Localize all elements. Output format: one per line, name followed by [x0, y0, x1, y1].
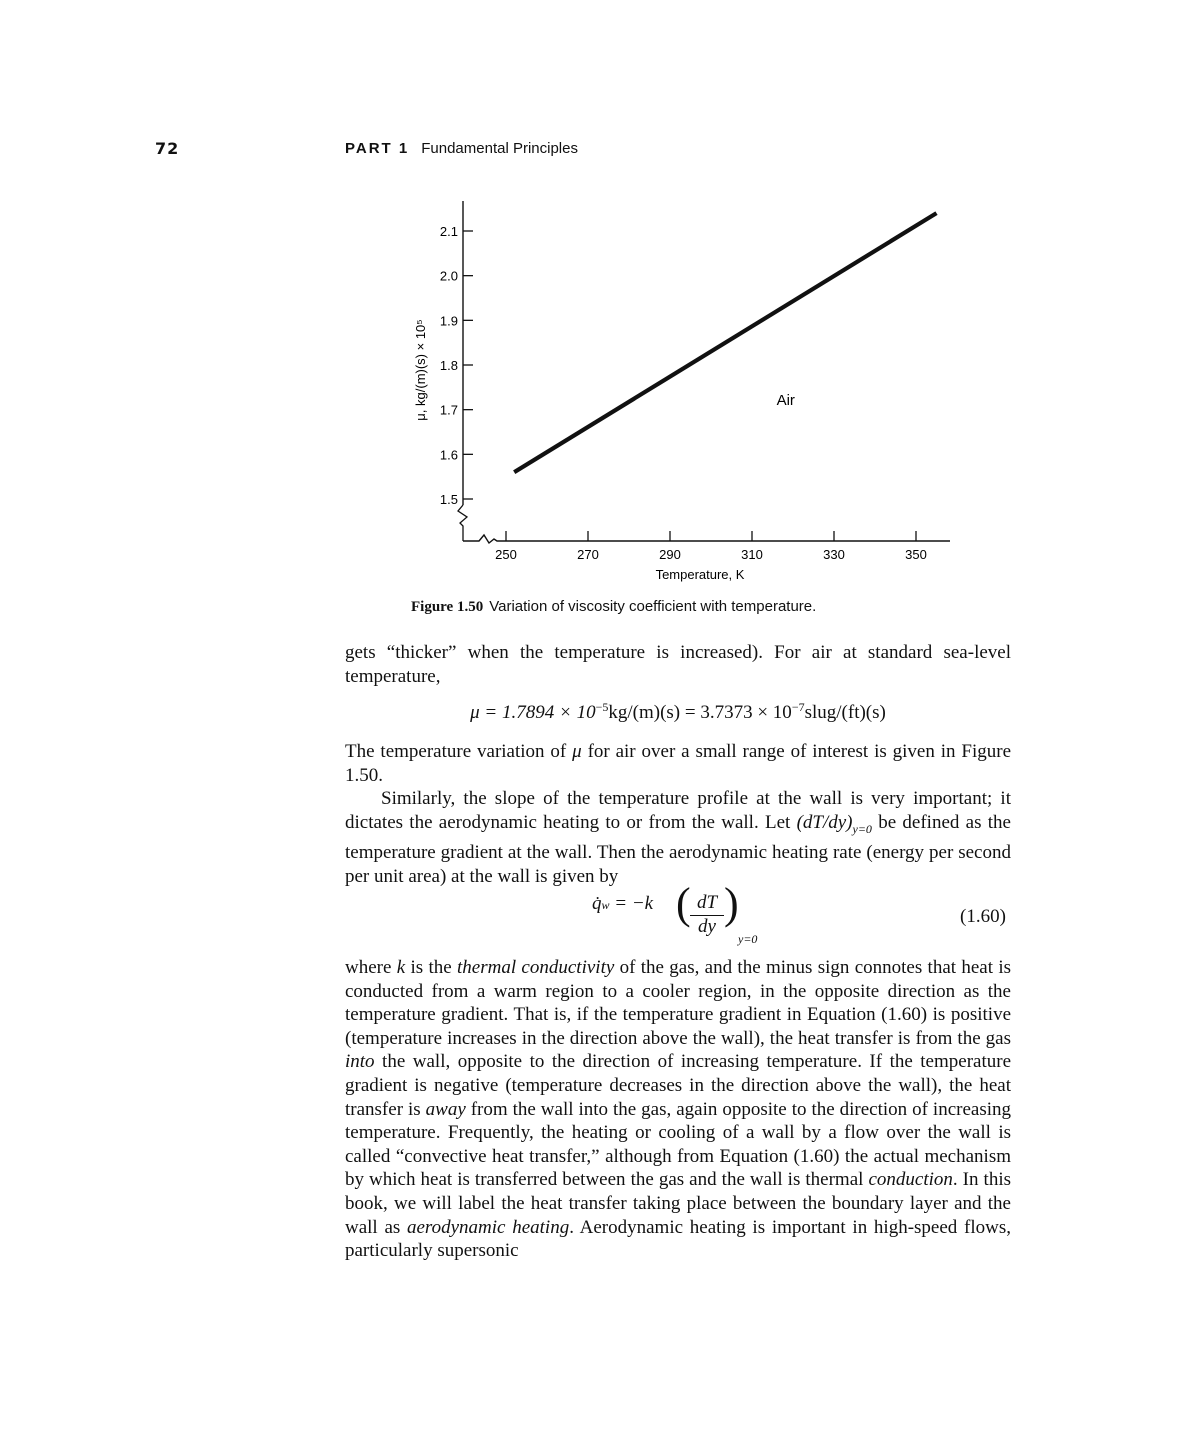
y-axis-ticks — [440, 224, 473, 507]
p3-text-b: be defined as the temperature gradient at the wall. Then the aerodynamic heating rate (energy per second per unit area) at the wall is given by — [345, 811, 1011, 887]
x-tick-label: 330 — [823, 547, 845, 562]
p3-sub: y=0 — [852, 821, 872, 836]
p2-text-a: The temperature variation of — [345, 741, 573, 762]
y-tick-label: 1.9 — [439, 313, 458, 329]
part-label: PART 1 — [345, 140, 410, 157]
p4-k: k — [396, 957, 406, 978]
eq2-numerator: dT — [690, 892, 724, 916]
eq1-exp1: −5 — [595, 700, 609, 714]
p3-text-a: Similarly, the slope of the temperature profile at the wall is very important; it dictates the aerodynamic heating to or from the wall. Let — [345, 788, 1011, 833]
x-tick-label: 350 — [905, 547, 927, 562]
paragraph-4 — [345, 956, 1011, 1263]
eq1-mid: kg/(m)(s) = 3.7373 × 10 — [608, 702, 792, 723]
p2-mu: μ — [572, 741, 582, 762]
eq1-lhs: μ = 1.7894 × 10 — [470, 702, 596, 723]
eq2-denominator: dy — [698, 916, 716, 937]
x-axis-label: Temperature, K — [655, 567, 745, 582]
eq1-end: slug/(ft)(s) — [804, 702, 886, 723]
viscosity-chart — [395, 185, 965, 585]
p4-away: away — [425, 1098, 466, 1120]
series-line-air — [514, 213, 936, 472]
eq1-exp2: −7 — [791, 700, 805, 714]
figure-caption-text: Variation of viscosity coefficient with temperature. — [489, 598, 817, 615]
x-axis-break-line — [463, 535, 950, 543]
p4-c: of the gas, and the minus sign connotes that heat is conducted from a warm region to a cooler region, in the opposite direction as the temperature gradient. That is, if the temperature gradient in Equation (1.60) is positive (temperature increases in the direction above the wall), the heat transfer is from the gas — [345, 957, 1011, 1049]
p4-a: where — [345, 957, 397, 978]
y-axis-break — [458, 505, 467, 541]
p4-g: . Aerodynamic heating is important in high-speed flows, particularly supersonic — [345, 1216, 1011, 1262]
p4-conduction: conduction — [868, 1169, 953, 1191]
eq2-fraction — [690, 892, 724, 938]
x-tick-label: 250 — [495, 547, 517, 562]
part-title: Fundamental Principles — [421, 140, 578, 157]
x-tick-label: 270 — [577, 547, 599, 562]
running-head — [345, 140, 578, 157]
p4-thermal-conductivity: thermal conductivity — [457, 957, 615, 978]
paragraph-3 — [345, 787, 1011, 888]
y-tick-label: 1.6 — [439, 447, 458, 463]
paragraph-1: gets “thicker” when the temperature is increased). For air at standard sea-level temperature, — [345, 642, 1011, 687]
p4-into: into — [345, 1051, 375, 1073]
series-annotation: Air — [776, 392, 795, 410]
y-tick-label: 1.5 — [439, 492, 458, 507]
p3-dtdy: (dT/dy) — [796, 811, 853, 833]
eq2-rhs: = −k — [614, 893, 654, 914]
eq2-condition: y=0 — [738, 932, 758, 946]
figure-caption-label: Figure 1.50 — [411, 599, 484, 615]
p4-aerodynamic-heating: aerodynamic heating — [407, 1216, 570, 1238]
paragraph-2 — [345, 740, 1011, 787]
p4-f: . In this book, we will label the heat transfer taking place between the boundary layer and the wall as — [345, 1169, 1011, 1238]
p4-b: is the — [405, 957, 458, 978]
y-tick-label: 2.0 — [439, 268, 458, 284]
eq2-paren-left: ( — [676, 879, 691, 928]
y-tick-label: 2.1 — [439, 224, 458, 239]
p2-text-b: for air over a small range of interest is given in Figure 1.50. — [345, 741, 1011, 786]
equation-heat-flux-lhs — [592, 893, 653, 915]
x-tick-label: 310 — [741, 547, 763, 562]
x-tick-label: 290 — [659, 547, 681, 562]
y-axis-label: μ, kg/(m)(s) × 10⁵ — [413, 319, 428, 421]
y-tick-label: 1.8 — [439, 358, 458, 373]
eq2-qdot: q̇ — [592, 893, 602, 914]
eq2-paren-right: ) — [724, 879, 739, 928]
x-axis-ticks — [495, 531, 927, 562]
eq2-sub: w — [601, 898, 610, 912]
equation-viscosity-air — [345, 700, 1011, 724]
p4-e: from the wall into the gas, again opposite to the direction of increasing temperature. Frequently, the heating or cooling of a wall by a flow over the wall is called “convective heat transfer,” although from Equation (1.60) the actual mechanism by which heat is transferred between the gas and the wall is thermal — [345, 1098, 1011, 1191]
p4-d: the wall, opposite to the direction of increasing temperature. If the temperature gradient is negative (temperature decreases in the direction above the wall), the heat transfer is — [345, 1051, 1011, 1120]
y-tick-label: 1.7 — [439, 402, 458, 418]
equation-number: (1.60) — [960, 906, 1006, 927]
chart-series — [514, 213, 936, 472]
page-number: 72 — [155, 139, 180, 158]
figure-caption — [411, 598, 816, 616]
